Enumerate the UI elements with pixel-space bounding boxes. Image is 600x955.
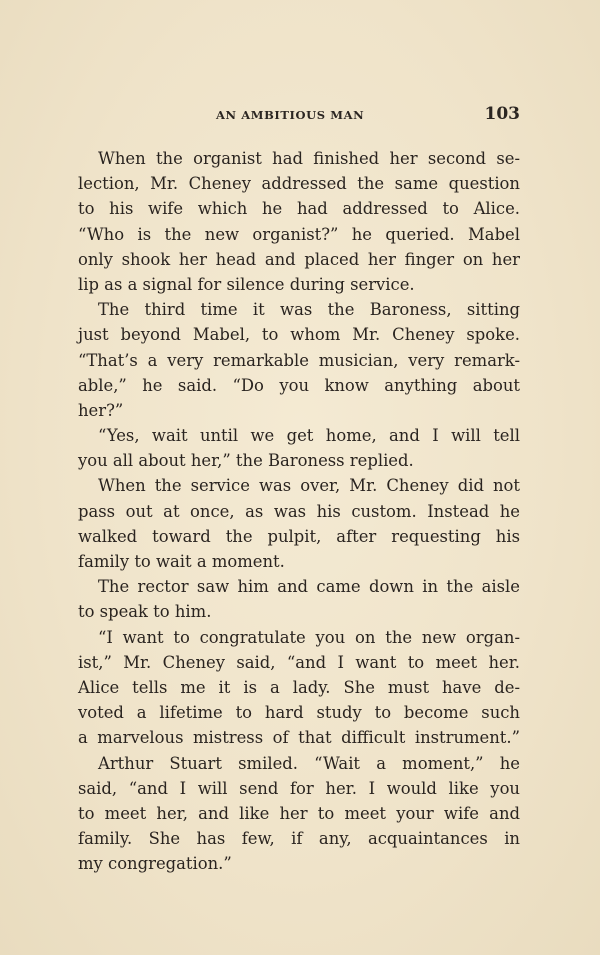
text-line: my congregation.” xyxy=(78,854,232,874)
text-line: voted a lifetime to hard study to become such xyxy=(78,703,520,723)
text-line: family to wait a moment. xyxy=(78,552,285,571)
text-line: you all about her,” the Baroness replied. xyxy=(78,451,414,471)
running-head: AN AMBITIOUS MAN xyxy=(216,108,365,122)
body-text xyxy=(78,146,520,876)
text-line: only shook her head and placed her finger on her xyxy=(78,249,520,269)
text-line: said, “and I will send for her. I would like you xyxy=(78,778,520,798)
text-line: a marvelous mistress of that difficult instrument.” xyxy=(78,728,520,748)
text-line: When the service was over, Mr. Cheney did not xyxy=(98,476,520,496)
text-line: Arthur Stuart smiled. “Wait a moment,” he xyxy=(98,753,520,773)
text-line: pass out at once, as was his custom. Instead he xyxy=(78,501,520,521)
text-line: lection, Mr. Cheney addressed the same question xyxy=(78,174,520,194)
text-line: lip as a signal for silence during service. xyxy=(78,274,415,294)
text-line: “I want to congratulate you on the new organ- xyxy=(98,627,520,647)
text-line: Alice tells me it is a lady. She must have de- xyxy=(78,677,520,697)
text-line: to speak to him. xyxy=(78,602,212,622)
page-header xyxy=(0,104,600,128)
text-line: When the organist had finished her second se- xyxy=(98,149,520,168)
text-line: just beyond Mabel, to whom Mr. Cheney spoke. xyxy=(78,325,520,345)
text-line: The third time it was the Baroness, sitting xyxy=(98,300,520,320)
text-line: to meet her, and like her to meet your wife and xyxy=(78,803,520,823)
text-line: family. She has few, if any, acquaintances in xyxy=(78,829,520,849)
text-line: “Yes, wait until we get home, and I will tell xyxy=(98,426,520,446)
text-line: walked toward the pulpit, after requesting his xyxy=(78,526,520,546)
text-line: her?” xyxy=(78,400,124,420)
text-line: “Who is the new organist?” he queried. Mabel xyxy=(78,224,520,244)
text-line: able,” he said. “Do you know anything about xyxy=(78,375,520,395)
text-line: “That’s a very remarkable musician, very remark- xyxy=(78,350,520,370)
text-line: ist,” Mr. Cheney said, “and I want to meet her. xyxy=(78,652,520,672)
text-line: to his wife which he had addressed to Alice. xyxy=(78,199,520,219)
page-number: 103 xyxy=(484,104,520,124)
text-line: The rector saw him and came down in the aisle xyxy=(98,577,520,597)
